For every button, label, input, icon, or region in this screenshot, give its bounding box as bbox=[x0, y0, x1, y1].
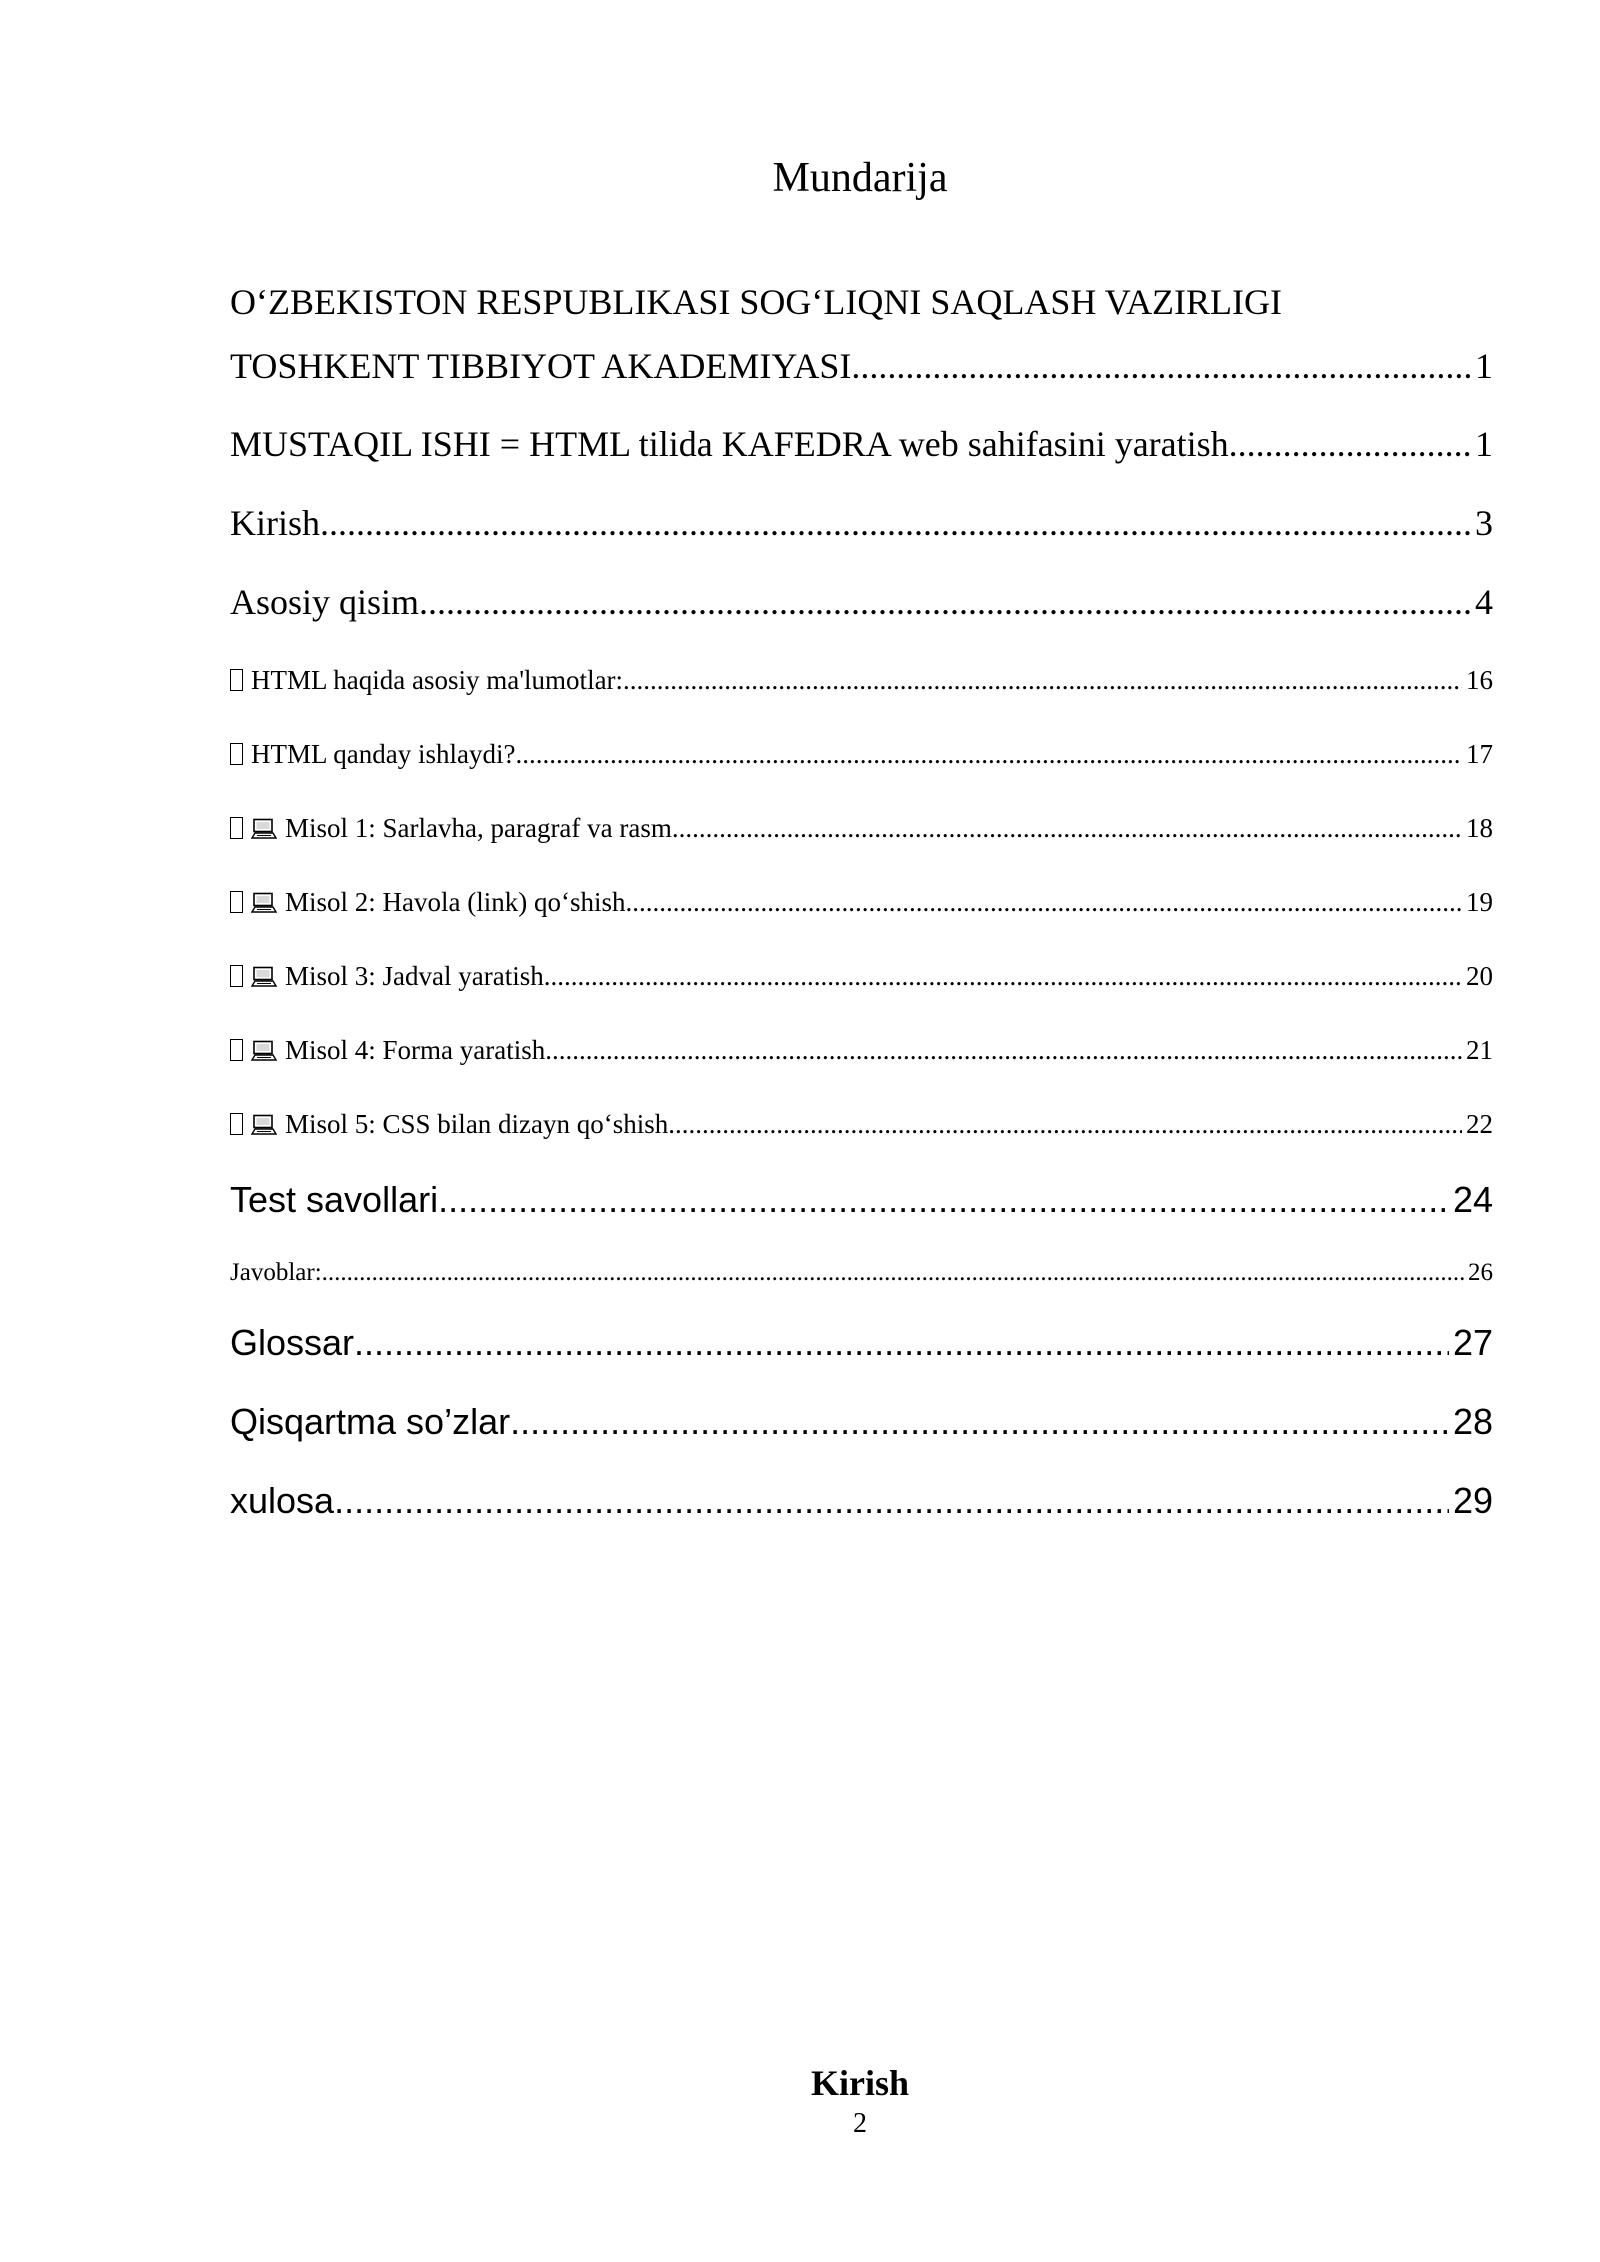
toc-page-number: 4 bbox=[1475, 582, 1493, 622]
toc-page-number: 29 bbox=[1452, 1480, 1493, 1521]
toc-entry-text: HTML haqida asosiy ma'lumotlar: bbox=[251, 665, 624, 695]
toc-entry-text: xulosa bbox=[230, 1480, 335, 1521]
toc-leader-dots bbox=[322, 1256, 1464, 1290]
page-number: 2 bbox=[853, 2108, 867, 2139]
toc-entry-misol-2[interactable] bbox=[230, 884, 1493, 920]
toc-page-number: 1 bbox=[1475, 346, 1493, 386]
toc-page-number: 17 bbox=[1466, 739, 1493, 769]
toc-entry-text: Glossar bbox=[230, 1322, 355, 1363]
toc-leader-dots bbox=[1229, 420, 1471, 468]
page-title: Mundarija bbox=[772, 155, 948, 201]
toc-page-number: 16 bbox=[1466, 665, 1493, 695]
toc-entry-text: Javoblar: bbox=[230, 1259, 322, 1286]
toc-page-number: 21 bbox=[1466, 1035, 1493, 1065]
toc-leader-dots bbox=[623, 662, 1462, 698]
toc-leader-dots bbox=[515, 736, 1462, 772]
computer-icon bbox=[251, 1114, 277, 1136]
toc-leader-dots bbox=[419, 578, 1471, 626]
toc-entry-text: MUSTAQIL ISHI = HTML tilida KAFEDRA web sahifasini yaratish bbox=[230, 424, 1229, 464]
computer-icon bbox=[251, 892, 277, 914]
toc-entry-text: TOSHKENT TIBBIYOT AKADEMIYASI bbox=[230, 346, 852, 386]
toc-leader-dots bbox=[320, 499, 1471, 547]
toc-entry-mustaqil-ishi[interactable] bbox=[230, 420, 1493, 468]
toc-page-number: 3 bbox=[1475, 503, 1493, 543]
toc-page-number: 28 bbox=[1452, 1401, 1493, 1442]
toc-entry-qisqartma[interactable] bbox=[230, 1398, 1493, 1446]
toc-page-number: 20 bbox=[1466, 961, 1493, 991]
toc-entry-text: HTML qanday ishlaydi? bbox=[251, 739, 516, 769]
toc-page-number: 27 bbox=[1452, 1322, 1493, 1363]
missing-glyph-icon bbox=[230, 891, 243, 913]
computer-icon bbox=[251, 818, 277, 840]
toc-page-number: 22 bbox=[1466, 1109, 1493, 1139]
missing-glyph-icon bbox=[230, 1113, 243, 1135]
computer-icon bbox=[251, 1040, 277, 1062]
toc-entry-misol-3[interactable] bbox=[230, 958, 1493, 994]
missing-glyph-icon bbox=[230, 743, 243, 765]
toc-leader-dots bbox=[354, 1319, 1449, 1367]
toc-entry-text: Asosiy qisim bbox=[230, 582, 420, 622]
toc-entry-text: Test savollari bbox=[230, 1179, 439, 1220]
missing-glyph-icon bbox=[230, 965, 243, 987]
missing-glyph-icon bbox=[230, 817, 243, 839]
toc-leader-dots bbox=[851, 342, 1471, 390]
toc-page-number: 1 bbox=[1475, 424, 1493, 464]
toc-leader-dots bbox=[672, 810, 1462, 846]
toc-entry-text: O‘ZBEKISTON RESPUBLIKASI SOG‘LIQNI SAQLASH VAZIRLIGI bbox=[230, 282, 1283, 322]
toc-entry-text: Misol 2: Havola (link) qo‘shish bbox=[285, 887, 626, 917]
toc-entry-asosiy-qisim[interactable] bbox=[230, 578, 1493, 626]
toc-entry-text: Misol 1: Sarlavha, paragraf va rasm bbox=[285, 813, 672, 843]
toc-entry-text: Misol 3: Jadval yaratish bbox=[285, 961, 544, 991]
toc-entry-glossar[interactable] bbox=[230, 1319, 1493, 1367]
toc-entry-misol-5[interactable] bbox=[230, 1106, 1493, 1142]
toc-leader-dots bbox=[438, 1176, 1449, 1224]
toc-leader-dots bbox=[625, 884, 1462, 920]
toc-entry-misol-4[interactable] bbox=[230, 1032, 1493, 1068]
toc-leader-dots bbox=[545, 1032, 1462, 1068]
toc-entry-html-qanday[interactable] bbox=[230, 736, 1493, 772]
toc-entry-xulosa[interactable] bbox=[230, 1477, 1493, 1525]
section-heading-kirish: Kirish bbox=[810, 2063, 909, 2103]
toc-leader-dots bbox=[544, 958, 1462, 994]
toc-entry-academy[interactable] bbox=[230, 342, 1493, 390]
toc-entry-ministry-line1[interactable] bbox=[230, 278, 1493, 326]
toc-entry-html-malumotlar[interactable] bbox=[230, 662, 1493, 698]
toc-leader-dots bbox=[668, 1106, 1462, 1142]
toc-leader-dots bbox=[510, 1398, 1449, 1446]
missing-glyph-icon bbox=[230, 1039, 243, 1061]
toc-page-number: 19 bbox=[1466, 887, 1493, 917]
toc-entry-text: Misol 5: CSS bilan dizayn qo‘shish bbox=[285, 1109, 669, 1139]
toc-leader-dots bbox=[334, 1477, 1449, 1525]
toc-entry-misol-1[interactable] bbox=[230, 810, 1493, 846]
toc-entry-text: Misol 4: Forma yaratish bbox=[285, 1035, 546, 1065]
toc-page-number: 26 bbox=[1468, 1259, 1493, 1286]
toc-entry-text: Qisqartma so’zlar bbox=[230, 1401, 511, 1442]
toc-entry-kirish[interactable] bbox=[230, 499, 1493, 547]
toc-entry-text: Kirish bbox=[230, 503, 320, 543]
toc-page-number: 24 bbox=[1452, 1179, 1493, 1220]
toc-entry-test-savollari[interactable] bbox=[230, 1176, 1493, 1224]
computer-icon bbox=[251, 966, 277, 988]
toc-entry-javoblar[interactable] bbox=[230, 1256, 1493, 1290]
missing-glyph-icon bbox=[230, 669, 243, 691]
toc-page-number: 18 bbox=[1466, 813, 1493, 843]
